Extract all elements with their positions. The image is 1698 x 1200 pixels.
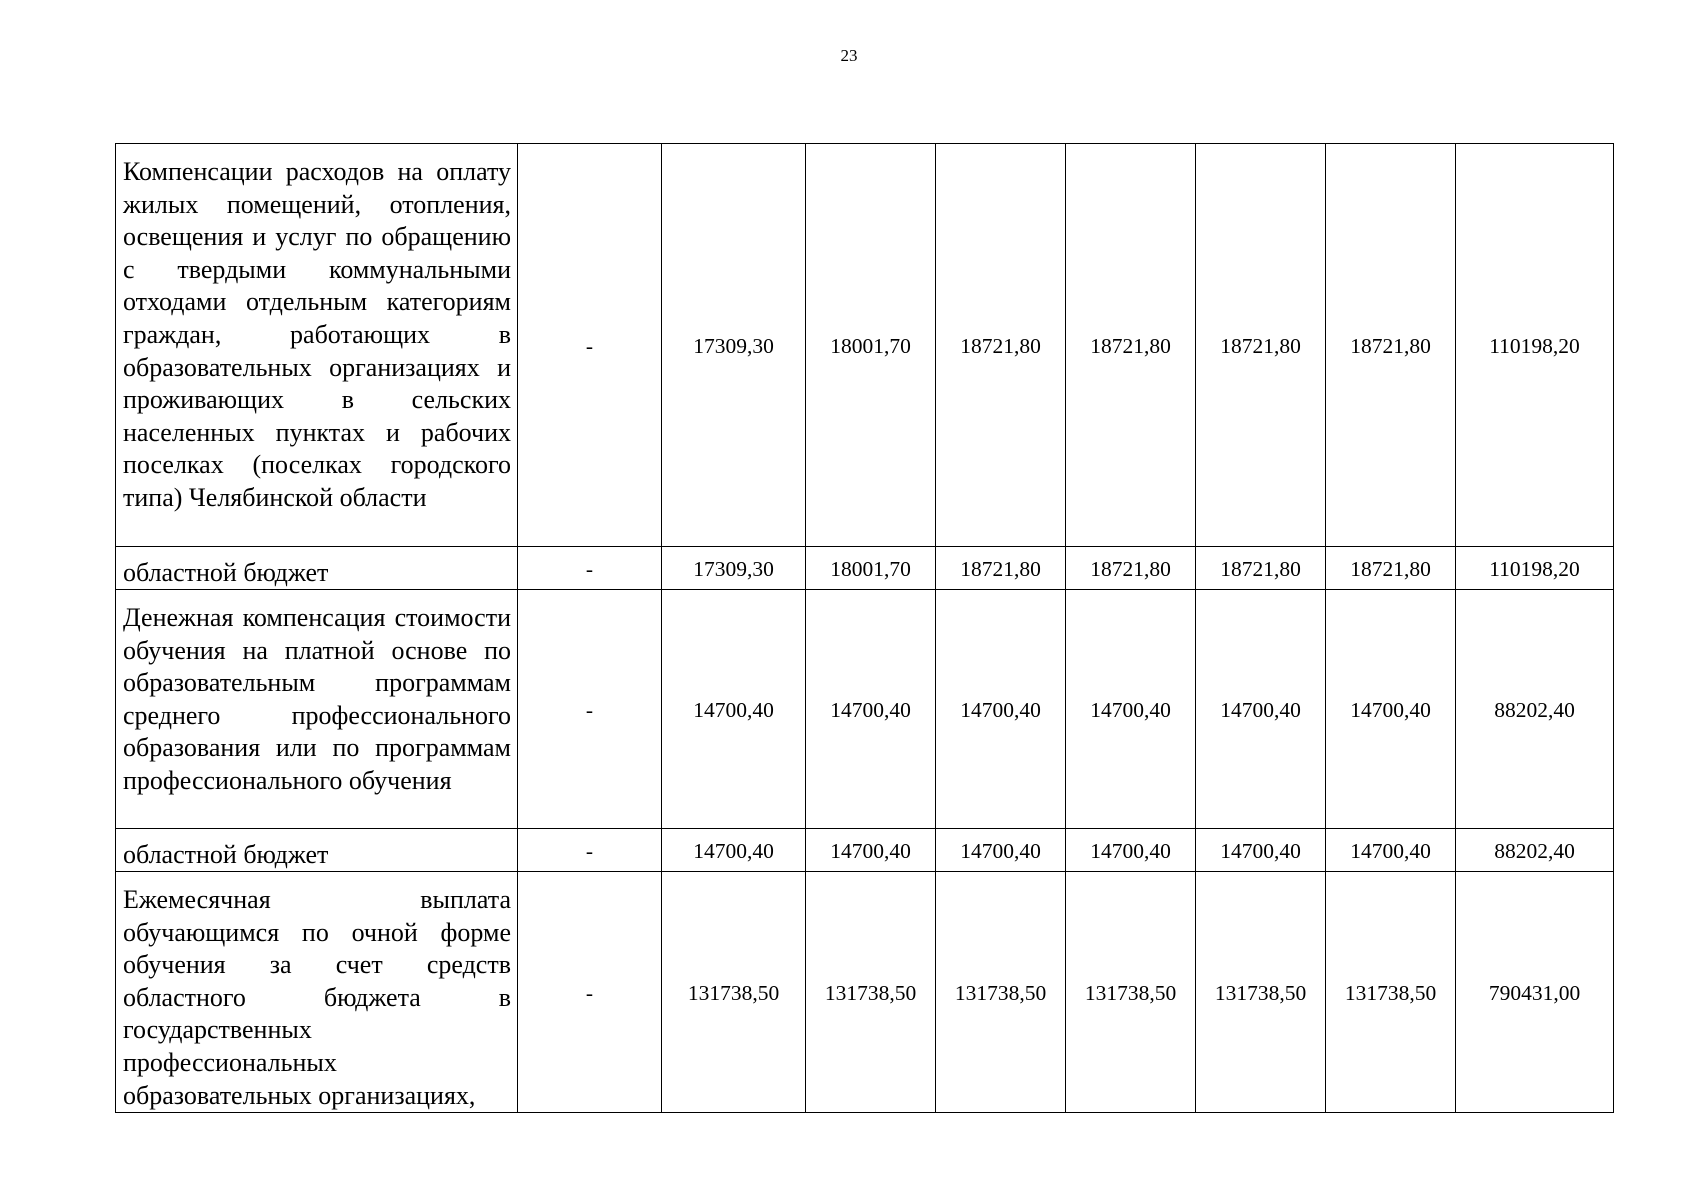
table-cell: 14700,40 — [1066, 829, 1196, 872]
table-cell: 14700,40 — [1326, 590, 1456, 829]
table-cell: 14700,40 — [936, 829, 1066, 872]
table-cell: 131738,50 — [806, 872, 936, 1113]
table-cell: 14700,40 — [662, 590, 806, 829]
budget-table — [115, 143, 1614, 1113]
table-cell: - — [518, 590, 662, 829]
table-cell: 18721,80 — [1326, 144, 1456, 547]
row-label: Компенсации расходов на оплату жилых помещений, отопления, освещения и услуг по обращению с твердыми коммунальными отходами отдельным категориям граждан, работающих в образовательных организациях и проживающих в сельских населенных пунктах и рабочих поселках (поселках городского типа) Челябинской области — [116, 144, 518, 547]
table-cell: - — [518, 547, 662, 590]
table-cell: 14700,40 — [1066, 590, 1196, 829]
table-row — [116, 590, 1614, 829]
table-cell-total: 110198,20 — [1456, 547, 1614, 590]
table-cell: 18721,80 — [1196, 144, 1326, 547]
table-cell: 18001,70 — [806, 144, 936, 547]
table-cell: 131738,50 — [662, 872, 806, 1113]
row-label: областной бюджет — [116, 547, 518, 590]
table-cell: 14700,40 — [662, 829, 806, 872]
table-cell: 131738,50 — [1066, 872, 1196, 1113]
table-cell-total: 790431,00 — [1456, 872, 1614, 1113]
row-label: областной бюджет — [116, 829, 518, 872]
table-cell: 14700,40 — [1196, 829, 1326, 872]
table-cell: 131738,50 — [1196, 872, 1326, 1113]
table-cell: 18001,70 — [806, 547, 936, 590]
row-label: Денежная компенсация стоимости обучения на платной основе по образовательным программам среднего профессионального образования или по программам профессионального обучения — [116, 590, 518, 829]
table-cell: - — [518, 829, 662, 872]
table-cell: 131738,50 — [936, 872, 1066, 1113]
table-cell-total: 110198,20 — [1456, 144, 1614, 547]
table-row — [116, 829, 1614, 872]
table-cell: 18721,80 — [1196, 547, 1326, 590]
table-cell: 17309,30 — [662, 144, 806, 547]
table-row — [116, 547, 1614, 590]
table-row — [116, 872, 1614, 1113]
row-label: Ежемесячная выплата обучающимся по очной форме обучения за счет средств областного бюджета в государственных профессиональных образовательных организациях, — [116, 872, 518, 1113]
table-cell-total: 88202,40 — [1456, 590, 1614, 829]
table-cell: 18721,80 — [1066, 547, 1196, 590]
table-cell: 14700,40 — [1196, 590, 1326, 829]
table-cell-total: 88202,40 — [1456, 829, 1614, 872]
table-cell: - — [518, 144, 662, 547]
table-cell: 18721,80 — [936, 547, 1066, 590]
table-cell: 14700,40 — [806, 590, 936, 829]
table-cell: 17309,30 — [662, 547, 806, 590]
page-number: 23 — [840, 46, 858, 65]
table-cell: 18721,80 — [1326, 547, 1456, 590]
table-cell: - — [518, 872, 662, 1113]
table-row — [116, 144, 1614, 547]
table-cell: 14700,40 — [936, 590, 1066, 829]
table-cell: 18721,80 — [1066, 144, 1196, 547]
table-cell: 18721,80 — [936, 144, 1066, 547]
table-cell: 14700,40 — [806, 829, 936, 872]
table-cell: 131738,50 — [1326, 872, 1456, 1113]
table-cell: 14700,40 — [1326, 829, 1456, 872]
